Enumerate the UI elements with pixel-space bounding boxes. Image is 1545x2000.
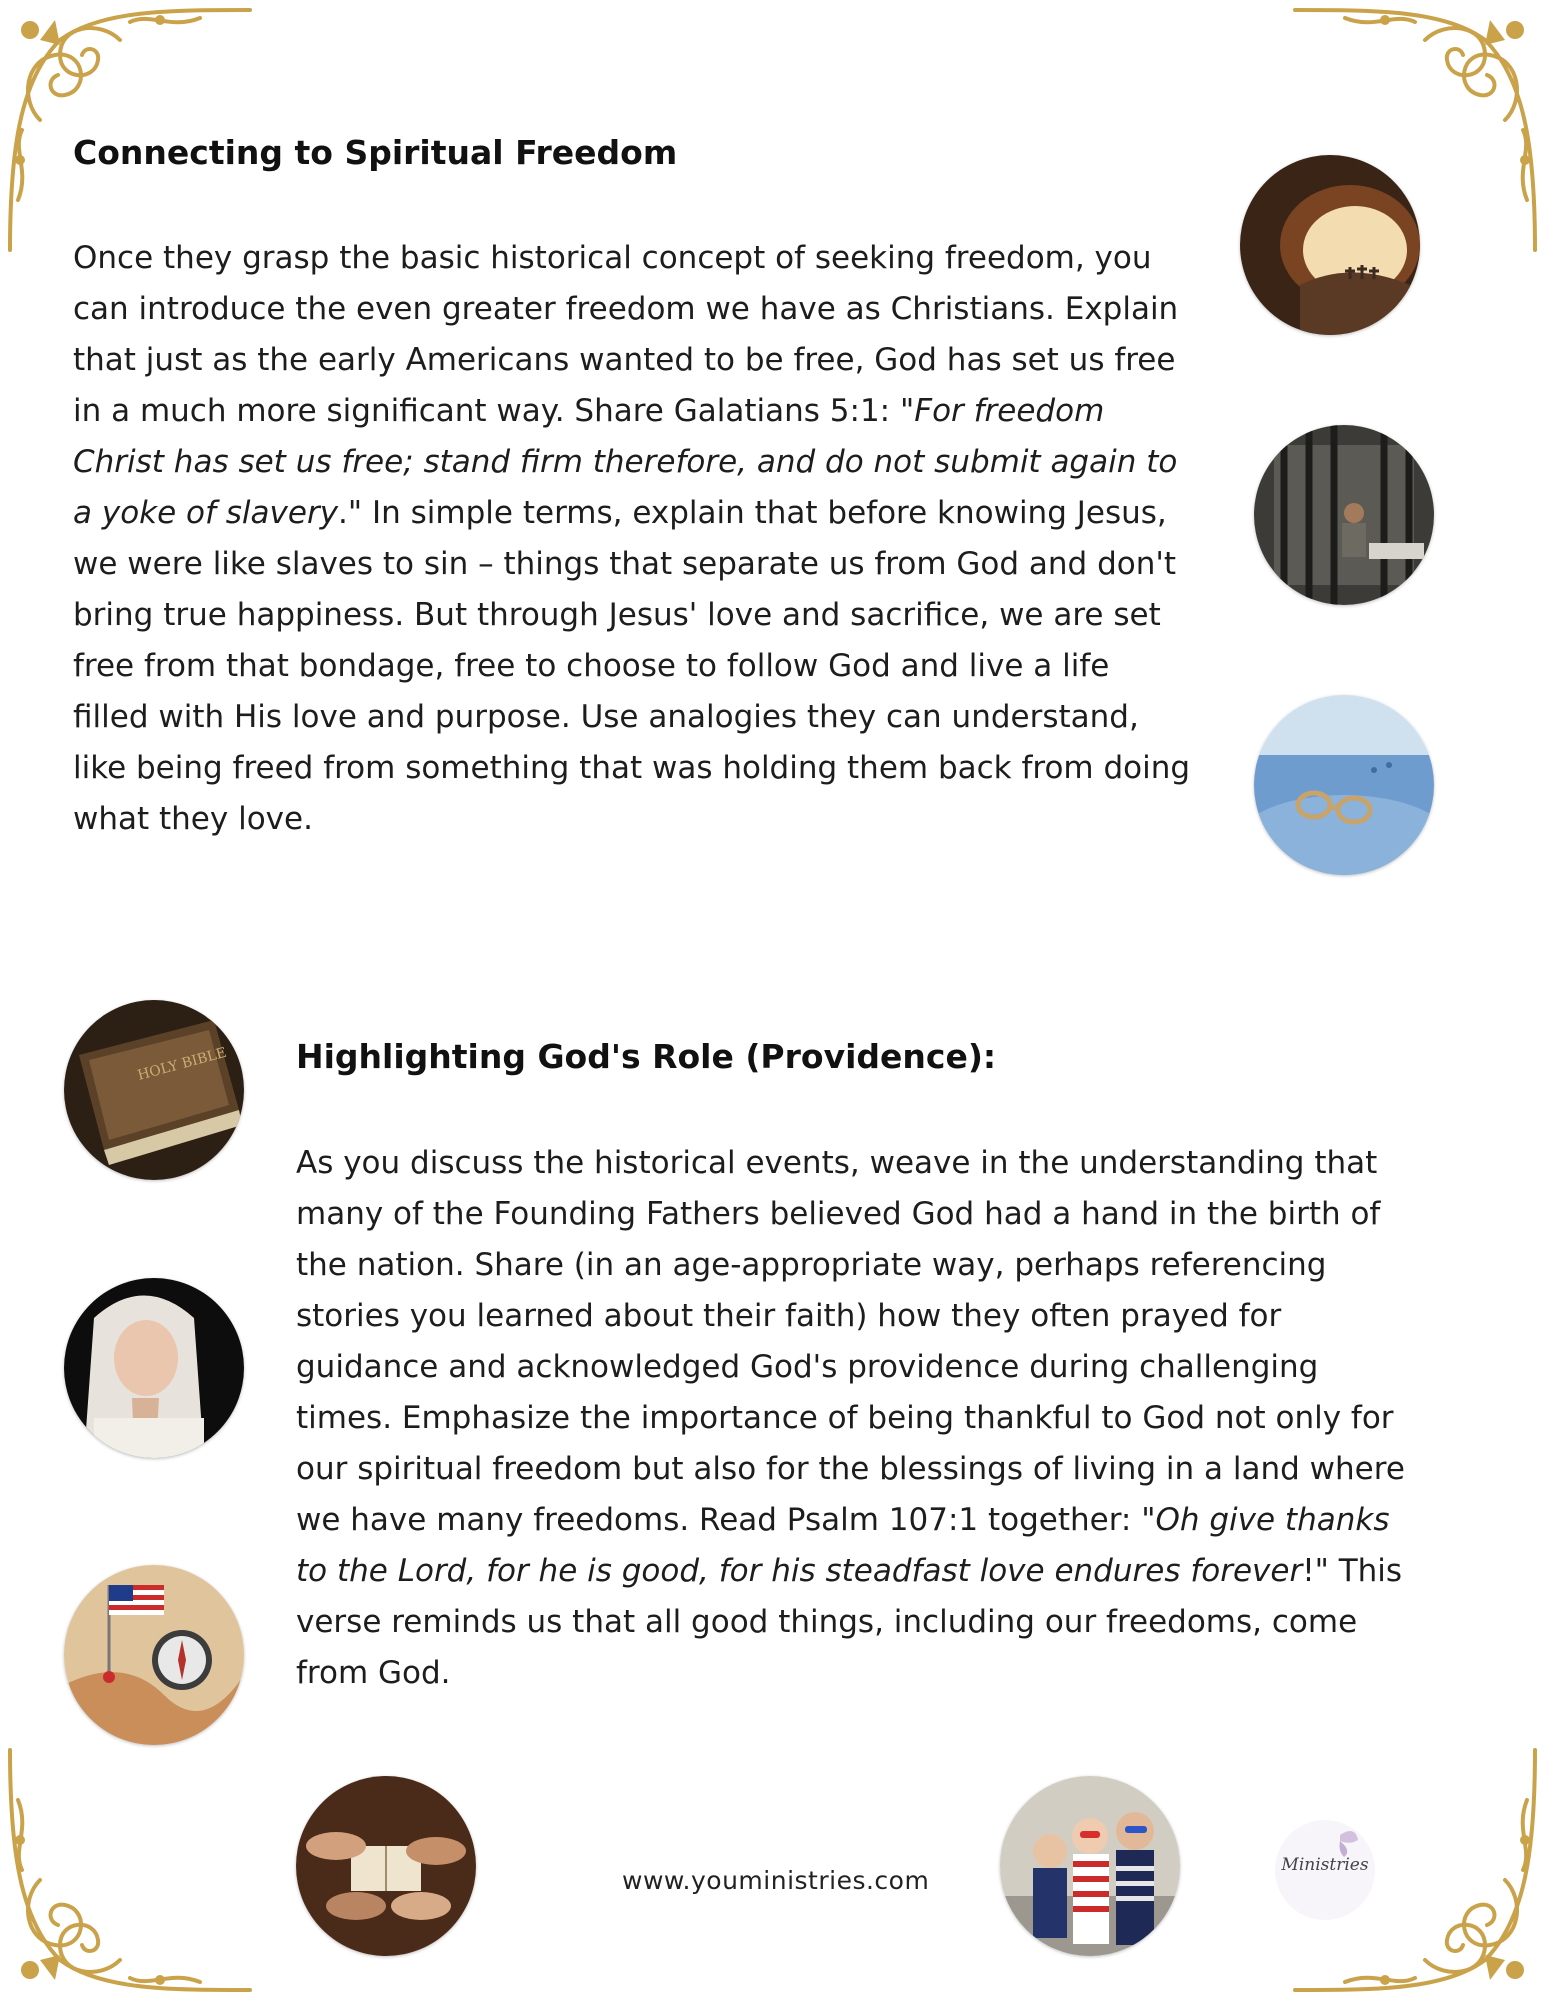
ministries-logo <box>1270 1815 1380 1925</box>
paragraph-text: !" This verse reminds us that all good things, including our freedoms, come from God. <box>296 1553 1403 1691</box>
ornament-corner-top-left <box>0 0 260 260</box>
photo-empty-tomb <box>1240 155 1420 335</box>
section-heading-gods-role: Highlighting God's Role (Providence): <box>296 1037 997 1076</box>
photo-praying-child <box>64 1278 244 1458</box>
svg-text:HOLY BIBLE: HOLY BIBLE <box>135 1044 229 1084</box>
paragraph-text: As you discuss the historical events, weave in the understanding that many of the Founding Fathers believed God had a hand in the birth of the nation. Share (in an age-appropriate way, perhaps referencing stories you learned about their faith) how they often prayed for guidance and acknowledged God's providence during challenging times. Emphasize the importance of being thankful to God not only for our spiritual freedom but also for the blessings of living in a land where we have many freedoms. Read Psalm 107:1 together: " <box>296 1145 1405 1538</box>
photo-children-patriotic <box>1000 1776 1180 1956</box>
paragraph-text: ." In simple terms, explain that before knowing Jesus, we were like slaves to sin – things that separate us from God and don't bring true happiness. But through Jesus' love and sacrifice, we are set free from that bondage, free to choose to follow God and live a life filled with His love and purpose. Use analogies they can understand, like being freed from something that was holding them back from doing what they love. <box>73 495 1191 837</box>
photo-prison-cell <box>1254 425 1434 605</box>
section-paragraph-spiritual-freedom <box>73 233 1193 845</box>
photo-praying-hands-bible <box>296 1776 476 1956</box>
footer-website-url: www.youministries.com <box>622 1866 930 1895</box>
scripture-quote-psalm: Oh give thanks to the Lord, for he is good, for his steadfast love endures forever <box>296 1502 1390 1589</box>
scripture-quote-galatians: For freedom Christ has set us free; stand firm therefore, and do not submit again to a yoke of slavery <box>73 393 1178 531</box>
ornament-corner-bottom-left <box>0 1740 260 2000</box>
photo-flag-compass-map <box>64 1565 244 1745</box>
paragraph-text: Once they grasp the basic historical concept of seeking freedom, you can introduce the even greater freedom we have as Christians. Explain that just as the early Americans wanted to be free, God has set us free in a much more significant way. Share Galatians 5:1: " <box>73 240 1179 429</box>
section-paragraph-gods-role <box>296 1138 1421 1699</box>
section-heading-spiritual-freedom: Connecting to Spiritual Freedom <box>73 133 678 172</box>
photo-handcuffs-snow <box>1254 695 1434 875</box>
photo-old-bible <box>64 1000 244 1180</box>
logo-text: Ministries <box>1281 1855 1369 1875</box>
